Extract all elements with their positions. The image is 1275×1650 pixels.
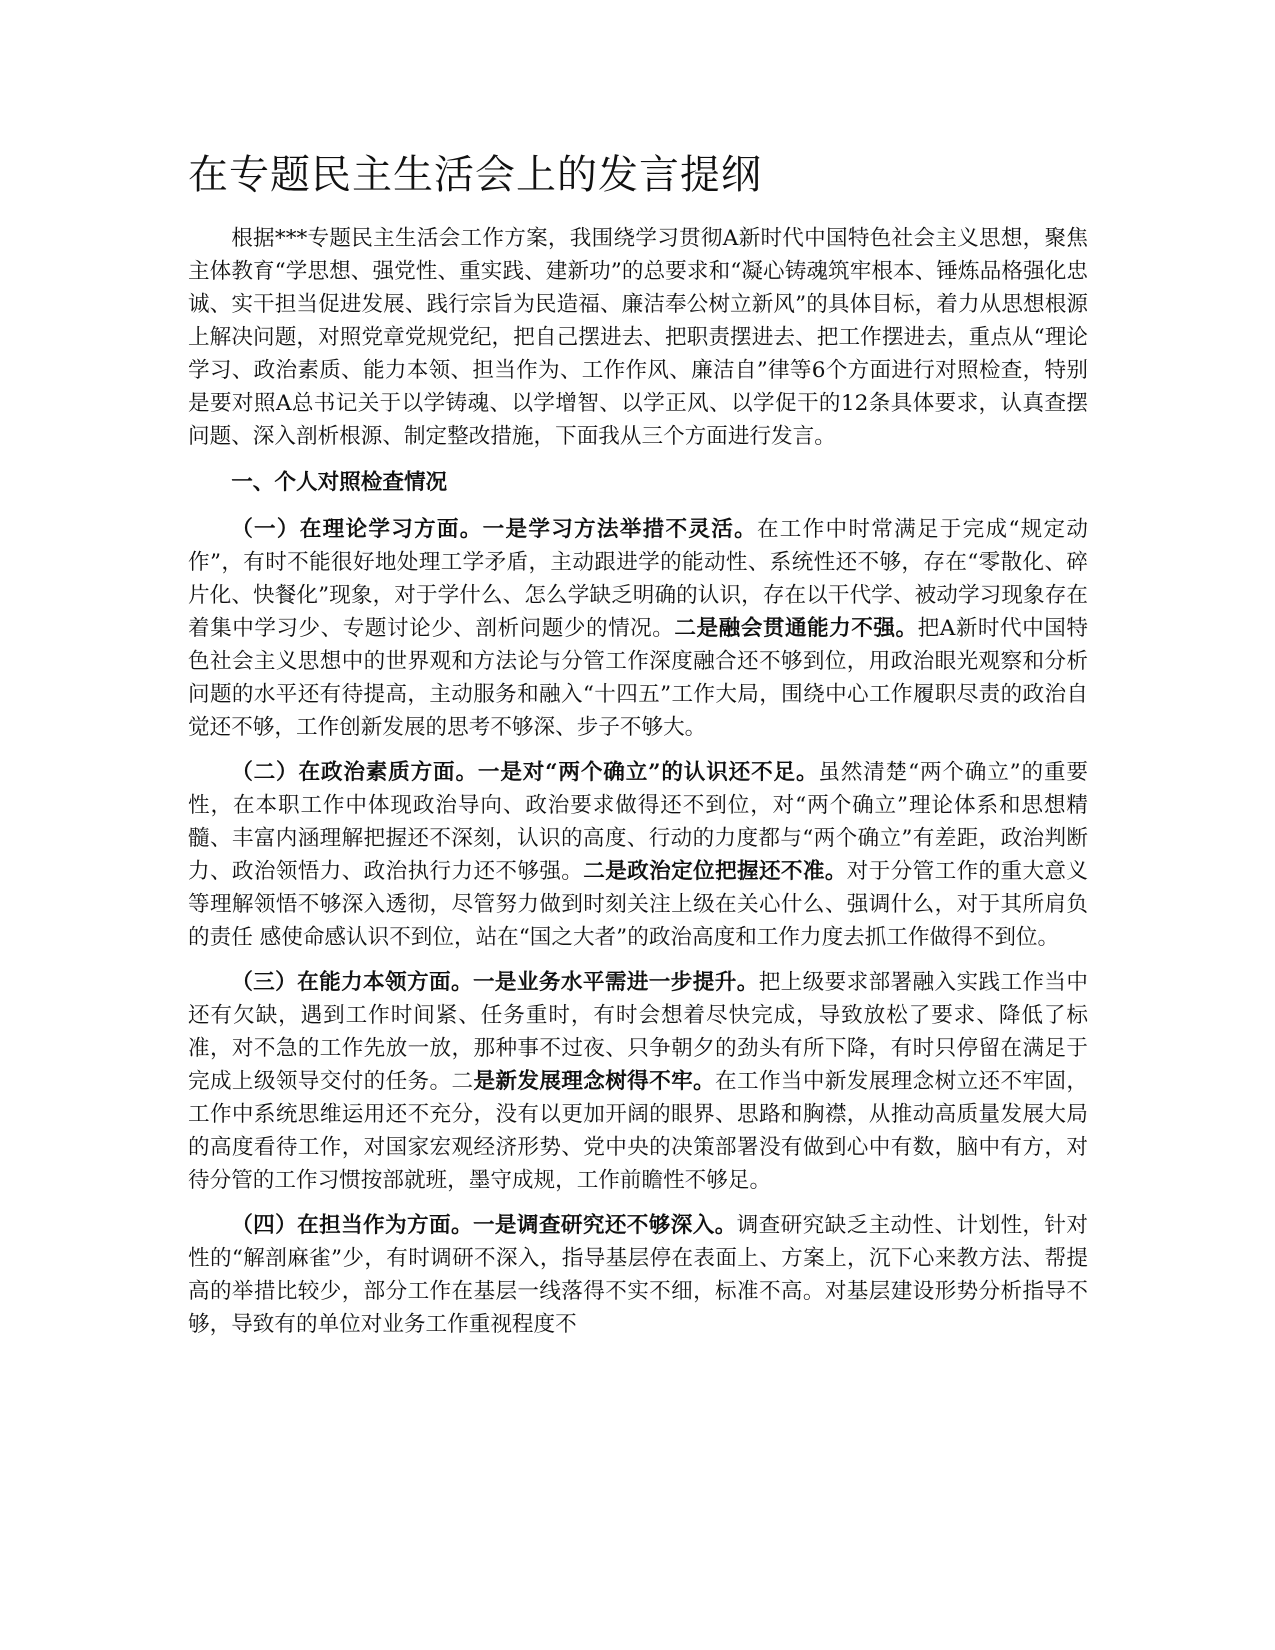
- document-title: 在专题民主生活会上的发言提纲: [188, 152, 762, 198]
- paragraph-text: 把A新时代中国特色社会主义思想中的世界观和方法论与分管工作深度融合还不够到位，用政治眼光观察和分析问题的水平还有待提高，主动服务和融入“十四五”工作大局，围绕中心工作履职尽责的政治自觉还不够，工作创新发展的思考不够深、步子不够大。: [188, 616, 1088, 740]
- paragraph-lead-bold: （三）在能力本领方面。一是业务水平需进一步提升。: [231, 970, 759, 995]
- paragraph-political-quality: [188, 756, 1088, 954]
- paragraph-text: 把上级要求部署融入实践工作当中还有欠缺，遇到工作时间紧、任务重时，有时会想着尽快完成，导致放松了要求、降低了标准，对不急的工作先放一放，那种事不过夜、只争朝夕的劲头有所下降，有时只停留在满足于完成上级领导交付的任务。二: [188, 970, 1088, 1094]
- paragraph-lead-bold: （二）在政治素质方面。一是对“两个确立”的认识还不足。: [231, 760, 819, 785]
- section-heading-personal-check: 一、个人对照检查情况: [231, 470, 448, 495]
- paragraph-responsibility: [188, 1209, 1088, 1341]
- paragraph-subpoint-bold: 二是政治定位把握还不准。: [583, 859, 847, 884]
- paragraph-theory-study: [188, 513, 1088, 744]
- paragraph-subpoint-bold: 二是融会贯通能力不强。: [674, 616, 918, 641]
- paragraph-ability: [188, 966, 1088, 1197]
- paragraph-subpoint-bold: 是新发展理念树得不牢。: [473, 1069, 716, 1094]
- intro-paragraph: 根据***专题民主生活会工作方案，我围绕学习贯彻A新时代中国特色社会主义思想，聚焦主体教育“学思想、强党性、重实践、建新功”的总要求和“凝心铸魂筑牢根本、锤炼品格强化忠诚、实干担当促进发展、践行宗旨为民造福、廉洁奉公树立新风”的具体目标，着力从思想根源上解决问题，对照党章党规党纪，把自己摆进去、把职责摆进去、把工作摆进去，重点从“理论学习、政治素质、能力本领、担当作为、工作作风、廉洁自”律等6个方面进行对照检查，特别是要对照A总书记关于以学铸魂、以学增智、以学正风、以学促干的12条具体要求，认真查摆问题、深入剖析根源、制定整改措施，下面我从三个方面进行发言。: [188, 226, 1088, 449]
- paragraph-text: 在工作当中新发展理念树立还不牢固，工作中系统思维运用还不充分，没有以更加开阔的眼界、思路和胸襟，从推动高质量发展大局的高度看待工作，对国家宏观经济形势、党中央的决策部署没有做到心中有数，脑中有方，对待分管的工作习惯按部就班，墨守成规，工作前瞻性不够足。: [188, 1069, 1088, 1193]
- document-body: [188, 150, 1088, 1353]
- paragraph-text: 虽然清楚“两个确立”的重要性，在本职工作中体现政治导向、政治要求做得还不到位，对“两个确立”理论体系和思想精髓、丰富内涵理解把握还不深刻，认识的高度、行动的力度都与“两个确立”有差距，政治判断力、政治领悟力、政治执行力还不够强。: [188, 760, 1088, 884]
- paragraph-text: 调查研究缺乏主动性、计划性，针对性的“解剖麻雀”少，有时调研不深入，指导基层停在表面上、方案上，沉下心来教方法、帮提高的举措比较少，部分工作在基层一线落得不实不细，标准不高。对基层建设形势分析指导不够，导致有的单位对业务工作重视程度不: [188, 1213, 1088, 1337]
- paragraph-lead-bold: （一）在理论学习方面。一是学习方法举措不灵活。: [231, 517, 757, 542]
- paragraph-lead-bold: （四）在担当作为方面。一是调查研究还不够深入。: [231, 1213, 737, 1238]
- paragraph-text: 在工作中时常满足于完成“规定动作”，有时不能很好地处理工学矛盾，主动跟进学的能动性、系统性还不够，存在“零散化、碎片化、快餐化”现象，对于学什么、怎么学缺乏明确的认识，存在以干代学、被动学习现象存在着集中学习少、专题讨论少、剖析问题少的情况。: [188, 517, 1088, 641]
- paragraph-text: 对于分管工作的重大意义等理解领悟不够深入透彻，尽管努力做到时刻关注上级在关心什么、强调什么，对于其所肩负的责任 感使命感认识不到位，站在“国之大者”的政治高度和工作力度去抓工作做得不到位。: [188, 859, 1088, 950]
